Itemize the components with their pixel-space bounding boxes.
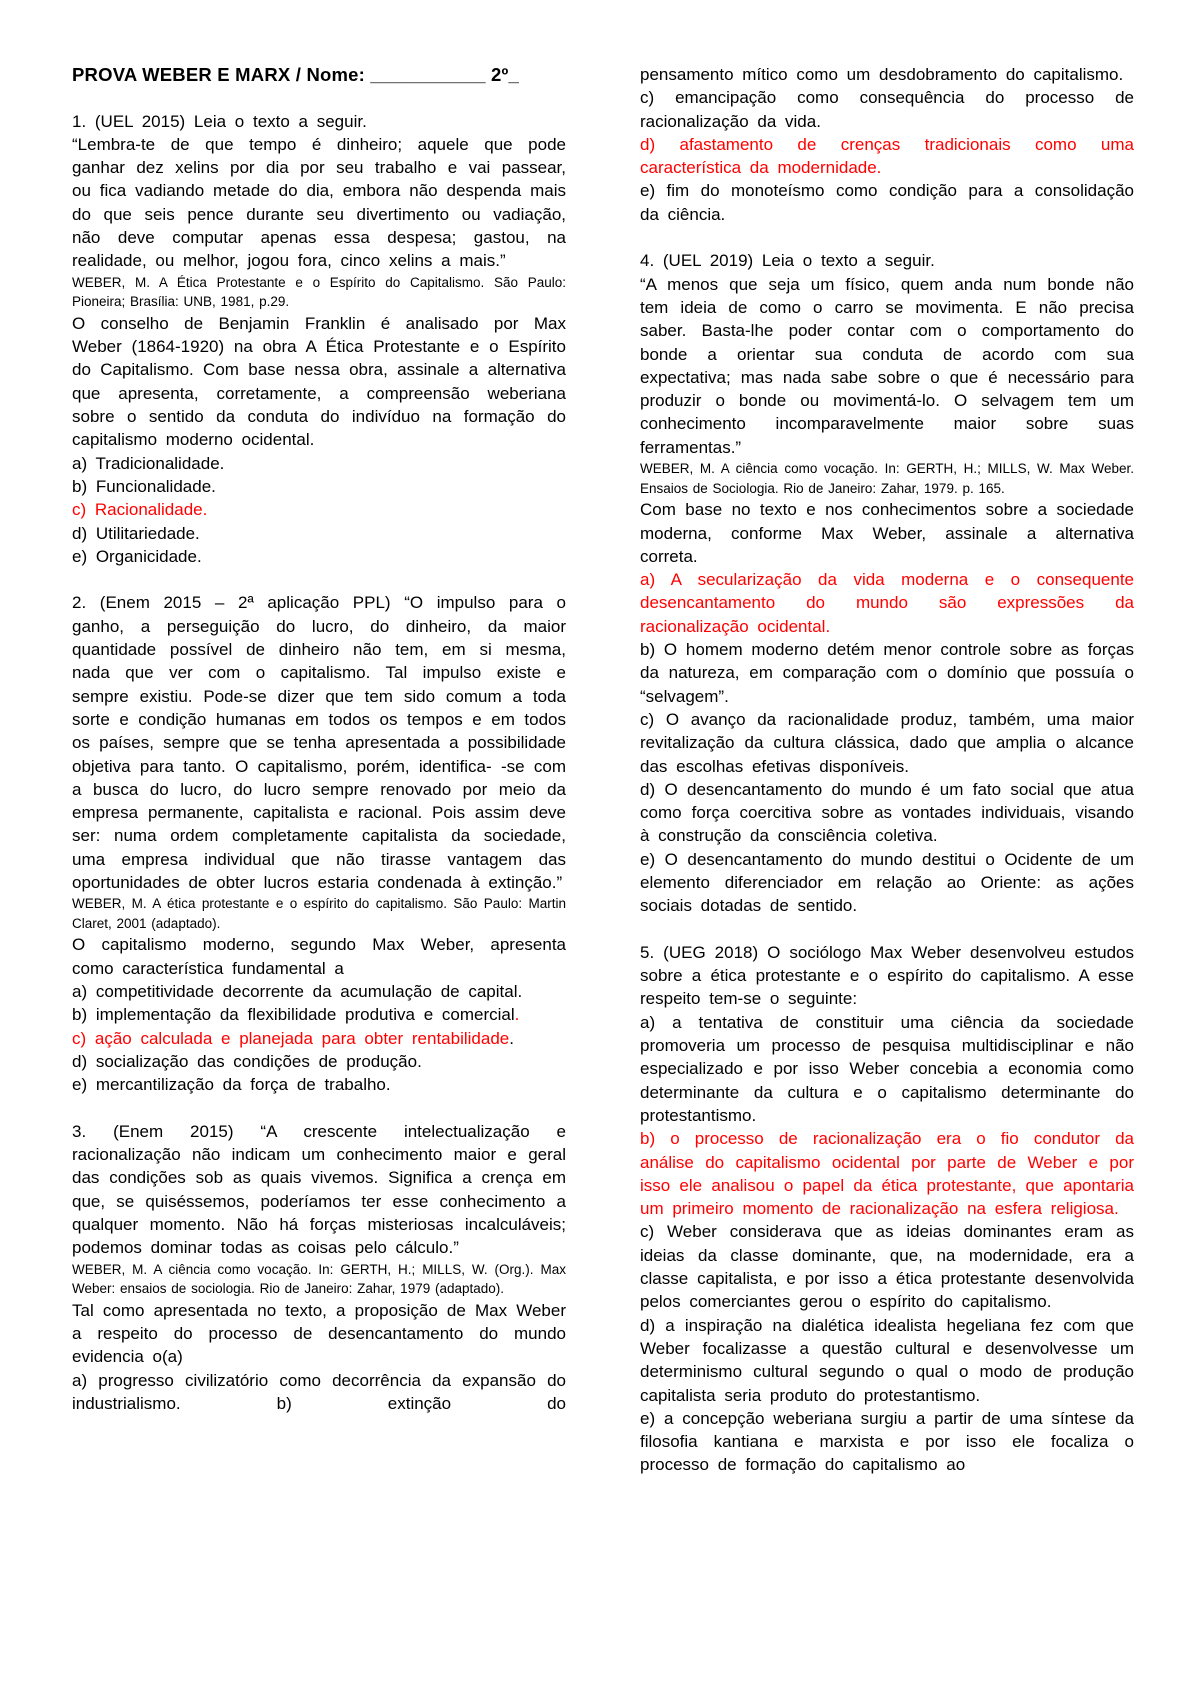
q1-alt-e-text: e) Organicidade. (72, 546, 202, 566)
q5-alt-e (640, 1407, 1134, 1477)
q4-alt-a-answer (640, 568, 1134, 638)
q3-alt-c-text: c) emancipação como consequência do processo de racionalização da vida. (640, 88, 1134, 131)
q2-stem-text: O capitalismo moderno, segundo Max Weber, apresenta como característica fundamental a (72, 935, 566, 978)
q5-alt-a-text: a) a tentativa de constituir uma ciência da sociedade promoveria um processo de pesquisa multidisciplinar e não especializado e por isso Weber concebia a economia como determinante da cultura e o capitalismo determinante do protestantismo. (640, 1012, 1134, 1125)
q3-alt-a-b-start (72, 1369, 566, 1416)
q5-intro (640, 941, 1134, 1011)
title-gap (72, 86, 566, 109)
q4-header-text: 4. (UEL 2019) Leia o texto a seguir. (640, 251, 935, 271)
q2-alt-c-answer-text: . (509, 1028, 514, 1048)
q5-alt-d (640, 1314, 1134, 1407)
q3-alt-b-continuation (640, 63, 1134, 86)
q4-quote-text: “A menos que seja um físico, quem anda num bonde não tem ideia de como o carro se movimenta. E não precisa saber. Basta-lhe poder contar com o comportamento do bonde a orientar sua conduta de acordo com sua expectativa; mas nada sabe sobre o que é necessário para produzir o bonde ou movimentá-lo. O selvagem tem um conhecimento incomparavelmente maior sobre suas ferramentas.” (640, 274, 1134, 457)
q1-header (72, 110, 566, 133)
question-gap (72, 568, 566, 591)
question-gap (640, 226, 1134, 249)
q2-citation (72, 894, 566, 933)
q4-alt-e (640, 848, 1134, 918)
question-gap (72, 1097, 566, 1120)
q4-header (640, 249, 1134, 272)
q1-alt-b-text: b) Funcionalidade. (72, 476, 216, 496)
q2-citation-text: WEBER, M. A ética protestante e o espírito do capitalismo. São Paulo: Martin Claret, 2001 (adaptado). (72, 896, 566, 931)
q2-alt-d-text: d) socialização das condições de produção. (72, 1051, 422, 1071)
q1-alt-d-text: d) Utilitariedade. (72, 523, 200, 543)
q1-quote (72, 133, 566, 273)
q5-alt-e-text: e) a concepção weberiana surgiu a partir de uma síntese da filosofia kantiana e marxista e por isso ele focaliza o processo de formação do capitalismo ao (640, 1408, 1134, 1475)
q3-citation (72, 1260, 566, 1299)
q2-alt-d (72, 1050, 566, 1073)
q1-alt-c-answer-red-text: c) Racionalidade. (72, 500, 208, 520)
q4-alt-c (640, 708, 1134, 778)
q4-alt-b (640, 638, 1134, 708)
q4-stem (640, 498, 1134, 568)
q2-alt-a (72, 980, 566, 1003)
q4-citation (640, 459, 1134, 498)
q3-text-text: 3. (Enem 2015) “A crescente intelectualização e racionalização não indicam um conhecimento maior e geral das condições sob as quais vivemos. Significa a crença em que, se quiséssemos, poderíamos ter esse conhecimento a qualquer momento. Não há forças misteriosas incalculáveis; podemos dominar todas as coisas pelo cálculo.” (72, 1121, 566, 1258)
q4-stem-text: Com base no texto e nos conhecimentos sobre a sociedade moderna, conforme Max Weber, assinale a alternativa correta. (640, 500, 1134, 566)
exam-title: PROVA WEBER E MARX / Nome: ___________ 2º_ (72, 64, 519, 85)
question-gap (640, 918, 1134, 941)
q4-alt-d (640, 778, 1134, 848)
q3-alt-e (640, 179, 1134, 226)
q1-stem (72, 312, 566, 452)
q5-alt-d-text: d) a inspiração na dialética idealista hegeliana fez com que Weber focalizasse a questão cultural e desenvolvesse um determinismo cultural segundo o qual o modo de produção capitalista seria produto do protestantismo. (640, 1315, 1134, 1405)
q3-alt-d-answer-red-text: d) afastamento de crenças tradicionais como uma característica da modernidade. (640, 134, 1134, 178)
q1-alt-e (72, 545, 566, 568)
q1-citation-text: WEBER, M. A Ética Protestante e o Espírito do Capitalismo. São Paulo: Pioneira; Brasília: UNB, 1981, p.29. (72, 274, 566, 310)
q2-alt-b-red-text: . (514, 1005, 520, 1025)
q2-text (72, 591, 566, 894)
q4-alt-e-text: e) O desencantamento do mundo destitui o Ocidente de um elemento diferenciador em relação ao Oriente: as ações sociais dotadas de sentido. (640, 849, 1134, 916)
q3-alt-d-answer (640, 133, 1134, 180)
q3-stem-text: Tal como apresentada no texto, a proposição de Max Weber a respeito do processo de desencantamento do mundo evidencia o(a) (72, 1300, 566, 1367)
q1-alt-c-answer (72, 498, 566, 521)
q3-alt-a-b-start-text: a) progresso civilizatório como decorrência da expansão do industrialismo. b) extinção do (72, 1370, 566, 1413)
q5-alt-b-answer-red-text: b) o processo de racionalização era o fio condutor da análise do capitalismo ocidental por parte de Weber e por isso ele analisou o papel da ética protestante, que apontaria um primeiro momento de racionalização na esfera religiosa. (640, 1129, 1134, 1219)
q2-alt-c-answer-red-text: c) ação calculada e planejada para obter rentabilidade (72, 1028, 510, 1048)
column-right (640, 63, 1134, 1477)
q1-header-text: 1. (UEL 2015) Leia o texto a seguir. (72, 111, 367, 131)
q1-alt-d (72, 522, 566, 545)
q5-alt-a (640, 1011, 1134, 1127)
q2-alt-e (72, 1073, 566, 1096)
q5-alt-c (640, 1220, 1134, 1313)
q3-alt-c (640, 86, 1134, 133)
q5-alt-b-answer (640, 1127, 1134, 1220)
q3-text (72, 1120, 566, 1260)
q3-alt-e-text: e) fim do monoteísmo como condição para a consolidação da ciência. (640, 181, 1134, 224)
q4-alt-a-answer-red-text: a) A secularização da vida moderna e o consequente desencantamento do mundo são expressões da racionalização ocidental. (640, 570, 1134, 636)
q2-stem (72, 933, 566, 980)
q3-alt-b-continuation-text: pensamento mítico como um desdobramento do capitalismo. (640, 65, 1124, 84)
q4-alt-b-text: b) O homem moderno detém menor controle sobre as forças da natureza, em comparação com o domínio que possuía o “selvagem”. (640, 640, 1134, 706)
q1-alt-a-text: a) Tradicionalidade. (72, 453, 225, 473)
q5-alt-c-text: c) Weber considerava que as ideias dominantes eram as ideias da classe dominante, que, na modernidade, era a classe capitalista, e por isso a ética protestante desenvolvida pelos comerciantes gerou o espírito do capitalismo. (640, 1222, 1134, 1312)
q1-citation (72, 273, 566, 312)
q3-stem (72, 1299, 566, 1369)
q2-alt-c-answer (72, 1027, 566, 1050)
q2-alt-b-text: b) implementação da flexibilidade produtiva e comercial (72, 1005, 515, 1025)
column-left (72, 63, 566, 1415)
q2-alt-a-text: a) competitividade decorrente da acumulação de capital. (72, 982, 523, 1002)
page-columns (72, 63, 1135, 1477)
q3-citation-text: WEBER, M. A ciência como vocação. In: GERTH, H.; MILLS, W. (Org.). Max Weber: ensaios de sociologia. Rio de Janeiro: Zahar, 1979 (adaptado). (72, 1261, 566, 1297)
q1-quote-text: “Lembra-te de que tempo é dinheiro; aquele que pode ganhar dez xelins por dia por seu trabalho e vai passear, ou fica vadiando metade do dia, embora não despenda mais do que seis pence durante seu divertimento ou vadiação, não deve computar apenas essa despesa; gastou, na realidade, ou melhor, jogou fora, cinco xelins a mais.” (72, 134, 566, 271)
q1-stem-text: O conselho de Benjamin Franklin é analisado por Max Weber (1864-1920) na obra A Ética Protestante e o Espírito do Capitalismo. Com base nessa obra, assinale a alternativa que apresenta, corretamente, a compreensão weberiana sobre o sentido da conduta do indivíduo na formação do capitalismo moderno ocidental. (72, 313, 566, 450)
q2-alt-e-text: e) mercantilização da força de trabalho. (72, 1075, 391, 1095)
q4-alt-d-text: d) O desencantamento do mundo é um fato social que atua como força coercitiva sobre as vontades individuais, visando à construção da consciência coletiva. (640, 779, 1134, 846)
q4-citation-text: WEBER, M. A ciência como vocação. In: GERTH, H.; MILLS, W. Max Weber. Ensaios de Sociologia. Rio de Janeiro: Zahar, 1979. p. 165. (640, 461, 1134, 496)
q2-text-text: 2. (Enem 2015 – 2ª aplicação PPL) “O impulso para o ganho, a perseguição do lucro, do dinheiro, da maior quantidade possível de dinheiro não tem, em si mesma, nada que ver com o capitalismo. Tal impulso existe e sempre existiu. Pode-se dizer que tem sido comum a toda sorte e condição humanas em todos os tempos e em todos os países, sempre que se tenha apresentada a possibilidade objetiva para tanto. O capitalismo, porém, identifica- -se com a busca do lucro, do lucro sempre renovado por meio da empresa permanente, capitalista e racional. Pois assim deve ser: numa ordem completamente capitalista da sociedade, uma empresa individual que não tirasse vantagem das oportunidades de obter lucros estaria condenada à extinção.” (72, 593, 566, 892)
q5-intro-text: 5. (UEG 2018) O sociólogo Max Weber desenvolveu estudos sobre a ética protestante e o espírito do capitalismo. A esse respeito tem-se o seguinte: (640, 942, 1134, 1009)
q1-alt-a (72, 452, 566, 475)
q4-alt-c-text: c) O avanço da racionalidade produz, também, uma maior revitalização da cultura clássica, dado que amplia o alcance das escolhas efetivas disponíveis. (640, 709, 1134, 776)
q4-quote (640, 273, 1134, 459)
q1-alt-b (72, 475, 566, 498)
q2-alt-b (72, 1003, 566, 1026)
